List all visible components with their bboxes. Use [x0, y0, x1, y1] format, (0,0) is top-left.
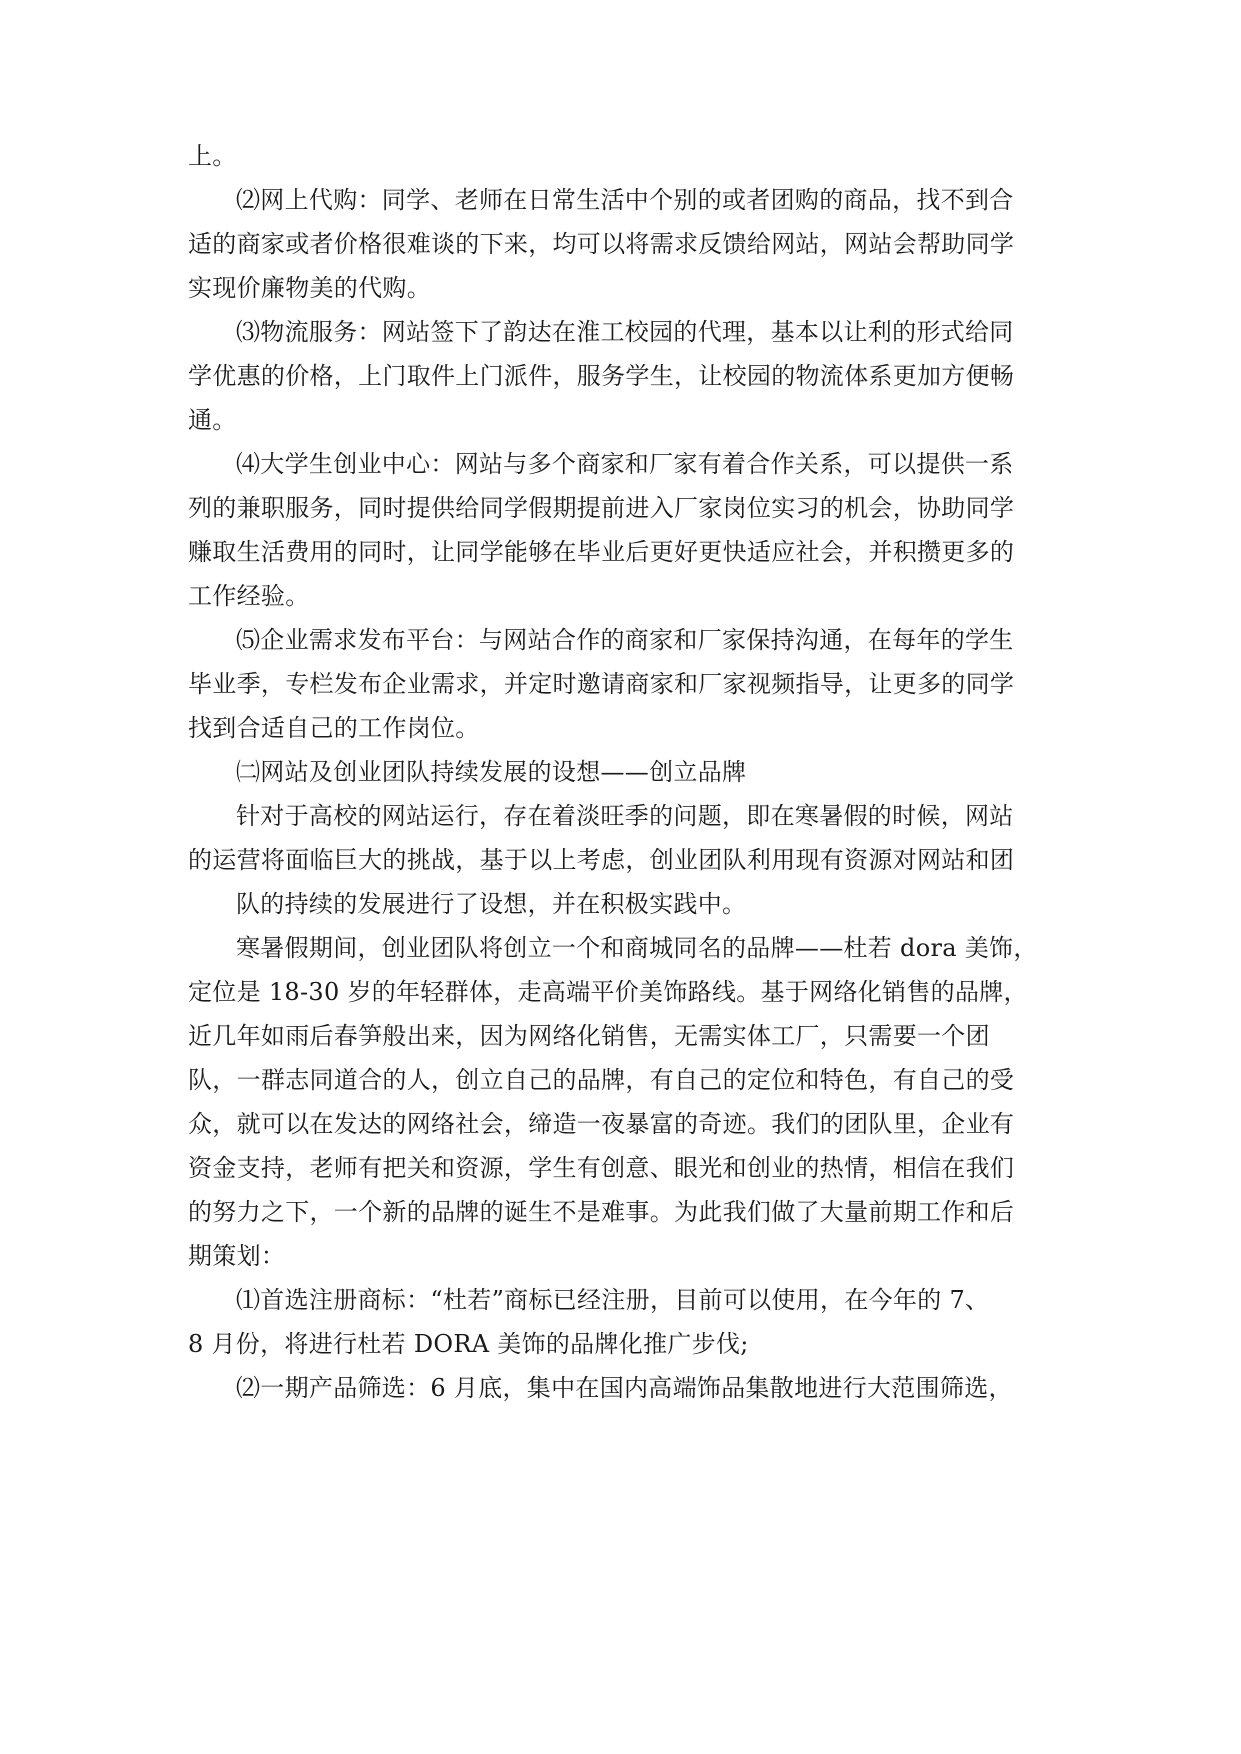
text-line: 学优惠的价格，上门取件上门派件，服务学生，让校园的物流体系更加方便畅 [188, 362, 1015, 390]
text-line: 毕业季，专栏发布企业需求，并定时邀请商家和厂家视频指导，让更多的同学 [188, 670, 1015, 698]
text-line: 赚取生活费用的同时，让同学能够在毕业后更好更快适应社会，并积攒更多的 [188, 538, 1015, 566]
text-line: 找到合适自己的工作岗位。 [188, 714, 480, 742]
text-line: 寒暑假期间，创业团队将创立一个和商城同名的品牌——杜若 dora 美饰， [236, 934, 1038, 962]
text-line: 队，一群志同道合的人，创立自己的品牌，有自己的定位和特色，有自己的受 [188, 1066, 1015, 1094]
text-line: 众，就可以在发达的网络社会，缔造一夜暴富的奇迹。我们的团队里，企业有 [188, 1110, 1015, 1138]
text-line: 资金支持，老师有把关和资源，学生有创意、眼光和创业的热情，相信在我们 [188, 1154, 1015, 1182]
text-line: 队的持续的发展进行了设想，并在积极实践中。 [236, 890, 747, 918]
text-line: ⑴首选注册商标：“杜若”商标已经注册，目前可以使用，在今年的 7、 [236, 1286, 990, 1314]
text-line: ⑵一期产品筛选：6 月底，集中在国内高端饰品集散地进行大范围筛选， [236, 1374, 1013, 1402]
text-line: 近几年如雨后春笋般出来，因为网络化销售，无需实体工厂，只需要一个团 [188, 1022, 990, 1050]
text-line: 实现价廉物美的代购。 [188, 274, 431, 302]
text-line: 期策划： [188, 1242, 286, 1270]
text-line: 针对于高校的网站运行，存在着淡旺季的问题，即在寒暑假的时候，网站 [236, 802, 1014, 830]
text-line: ⑵网上代购：同学、老师在日常生活中个别的或者团购的商品，找不到合 [236, 186, 1014, 214]
text-line: 通。 [188, 406, 237, 434]
text-line: 8 月份，将进行杜若 DORA 美饰的品牌化推广步伐; [188, 1330, 749, 1358]
text-line: ⑶物流服务：网站签下了韵达在淮工校园的代理，基本以让利的形式给同 [236, 318, 1014, 346]
text-line: 工作经验。 [188, 582, 310, 610]
text-line: 上。 [188, 142, 237, 170]
section-heading: ㈡网站及创业团队持续发展的设想——创立品牌 [236, 758, 747, 786]
text-line: 适的商家或者价格很难谈的下来，均可以将需求反馈给网站，网站会帮助同学 [188, 230, 1015, 258]
text-line: ⑸企业需求发布平台：与网站合作的商家和厂家保持沟通，在每年的学生 [236, 626, 1014, 654]
text-line: 定位是 18-30 岁的年轻群体，走高端平价美饰路线。基于网络化销售的品牌， [188, 978, 1028, 1006]
text-line: 列的兼职服务，同时提供给同学假期提前进入厂家岗位实习的机会，协助同学 [188, 494, 1015, 522]
text-line: 的努力之下，一个新的品牌的诞生不是难事。为此我们做了大量前期工作和后 [188, 1198, 1015, 1226]
text-line: 的运营将面临巨大的挑战，基于以上考虑，创业团队利用现有资源对网站和团 [188, 846, 1015, 874]
text-line: ⑷大学生创业中心：网站与多个商家和厂家有着合作关系，可以提供一系 [236, 450, 1014, 478]
